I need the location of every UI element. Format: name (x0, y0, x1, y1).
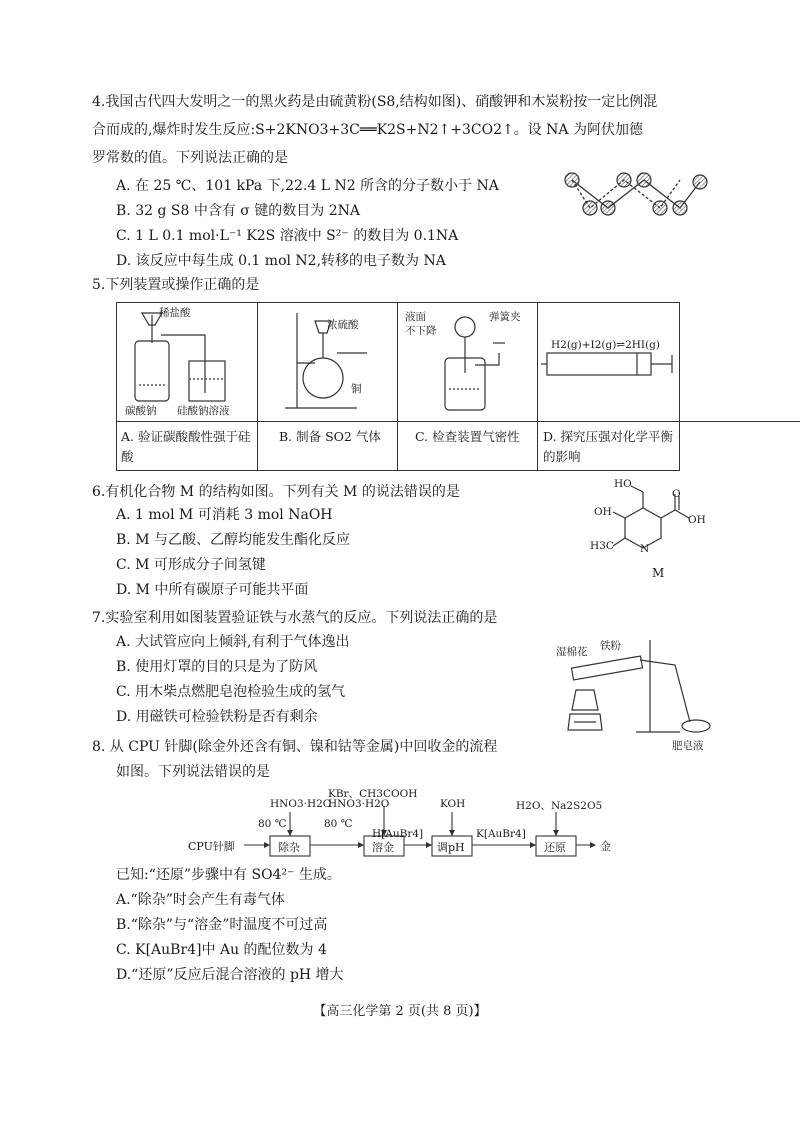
flow-start-cpu-pins: CPU针脚 (188, 840, 235, 853)
label-equilibrium-equation: H2(g)+I2(g)⇌2HI(g) (551, 339, 660, 351)
q4-option-b: B. 32 g S8 中含有 σ 键的数目为 2NA (116, 203, 360, 219)
q8-option-b: B.“除杂”与“溶金”时温度不可过高 (116, 917, 328, 933)
label-dilute-hcl: 稀盐酸 (159, 307, 191, 319)
page-footer: 【高三化学第 2 页(共 8 页)】 (313, 1004, 487, 1019)
label-sodium-carbonate: 碳酸钠 (125, 405, 157, 417)
q5-caption-a: A. 验证碳酸酸性强于硅酸 (121, 429, 251, 464)
q7-option-b: B. 使用灯罩的目的只是为了防风 (116, 659, 318, 675)
label-iron-powder: 铁粉 (600, 640, 621, 652)
flow-reagent-2a: KBr、CH3COOH (328, 788, 418, 800)
q6-option-d: D. M 中所有碳原子可能共平面 (116, 582, 309, 598)
flow-box-adjust-ph: 调pH (437, 841, 465, 854)
q6-option-c: C. M 可形成分子间氢键 (116, 557, 266, 573)
flow-reagent-4: H2O、Na2S2O5 (516, 800, 603, 812)
flow-box-dissolve-gold: 溶金 (372, 841, 394, 854)
q4-option-a: A. 在 25 ℃、101 kPa 下,22.4 L N2 所含的分子数小于 NA (116, 178, 499, 194)
flow-box-reduction: 还原 (544, 841, 566, 854)
q5-caption-d: D. 探究压强对化学平衡的影响 (543, 429, 674, 464)
flow-reagent-1: HNO3·H2O (270, 798, 332, 810)
q7-option-a: A. 大试管应向上倾斜,有利于气体逸出 (116, 634, 350, 650)
q8-stem-line2: 如图。下列说法错误的是 (116, 764, 270, 780)
label-not-drop: 不下降 (405, 325, 437, 337)
label-soap-solution: 肥皂液 (672, 740, 704, 752)
q4-stem-line2: 合而成的,爆炸时发生反应:S+2KNO3+3C══K2S+N2↑+3CO2↑。设 NA 为阿伏加德 (92, 122, 643, 138)
q8-option-a: A.“除杂”时会产生有毒气体 (116, 892, 285, 908)
label-conc-sulfuric: 浓硫酸 (327, 319, 359, 331)
m-label-oh-left: OH (594, 506, 612, 518)
flow-end-gold: 金 (600, 840, 611, 853)
label-spring-clamp: 弹簧夹 (489, 311, 521, 323)
q6-option-b: B. M 与乙酸、乙醇均能发生酯化反应 (116, 532, 350, 548)
m-label-ho-top: HO (614, 478, 632, 490)
q4-stem-line1: 4.我国古代四大发明之一的黑火药是由硫黄粉(S8,结构如图)、硝酸钾和木炭粉按一定比例混 (92, 94, 658, 110)
m-label-o: O (672, 488, 681, 500)
q7-option-c: C. 用木柴点燃肥皂泡检验生成的氢气 (116, 684, 346, 700)
q6-stem: 6.有机化合物 M 的结构如图。下列有关 M 的说法错误的是 (92, 484, 460, 500)
q4-option-d: D. 该反应中每生成 0.1 mol N2,转移的电子数为 NA (116, 253, 446, 269)
label-liquid-level: 液面 (405, 311, 426, 323)
q4-stem-line3: 罗常数的值。下列说法正确的是 (92, 150, 288, 166)
q8-option-c: C. K[AuBr4]中 Au 的配位数为 4 (116, 942, 327, 958)
q6-option-a: A. 1 mol M 可消耗 3 mol NaOH (116, 507, 333, 523)
m-label-n: N (640, 543, 650, 555)
label-wet-cotton: 湿棉花 (556, 646, 588, 658)
q7-stem: 7.实验室利用如图装置验证铁与水蒸气的反应。下列说法正确的是 (92, 610, 498, 626)
q8-option-d: D.“还原”反应后混合溶液的 pH 增大 (116, 967, 344, 983)
flow-temp-2: 80 ℃ (324, 818, 353, 830)
flow-temp-1: 80 ℃ (258, 818, 287, 830)
q5-caption-c: C. 检查装置气密性 (415, 429, 520, 444)
flow-reagent-2b: HNO3·H2O (328, 798, 390, 810)
m-label-h3c: H3C (590, 540, 614, 552)
label-copper: 铜 (351, 383, 362, 395)
flow-product-3: K[AuBr4] (476, 828, 526, 840)
q7-option-d: D. 用磁铁可检验铁粉是否有剩余 (116, 709, 318, 725)
flow-box-impurity-removal: 除杂 (278, 841, 300, 854)
m-label-oh-acid: OH (688, 514, 706, 526)
q4-option-c: C. 1 L 0.1 mol·L⁻¹ K2S 溶液中 S²⁻ 的数目为 0.1NA (116, 228, 459, 244)
label-sodium-silicate: 硅酸钠溶液 (177, 405, 230, 417)
flow-product-2: H[AuBr4] (372, 828, 424, 840)
q5-caption-b: B. 制备 SO2 气体 (279, 429, 381, 444)
q5-stem: 5.下列装置或操作正确的是 (92, 277, 260, 293)
q8-stem-line1: 8. 从 CPU 针脚(除金外还含有铜、镍和钴等金属)中回收金的流程 (92, 739, 498, 755)
q8-note: 已知:“还原”步骤中有 SO4²⁻ 生成。 (116, 867, 341, 883)
m-label-name: M (652, 566, 665, 580)
flow-reagent-3: KOH (440, 798, 466, 810)
